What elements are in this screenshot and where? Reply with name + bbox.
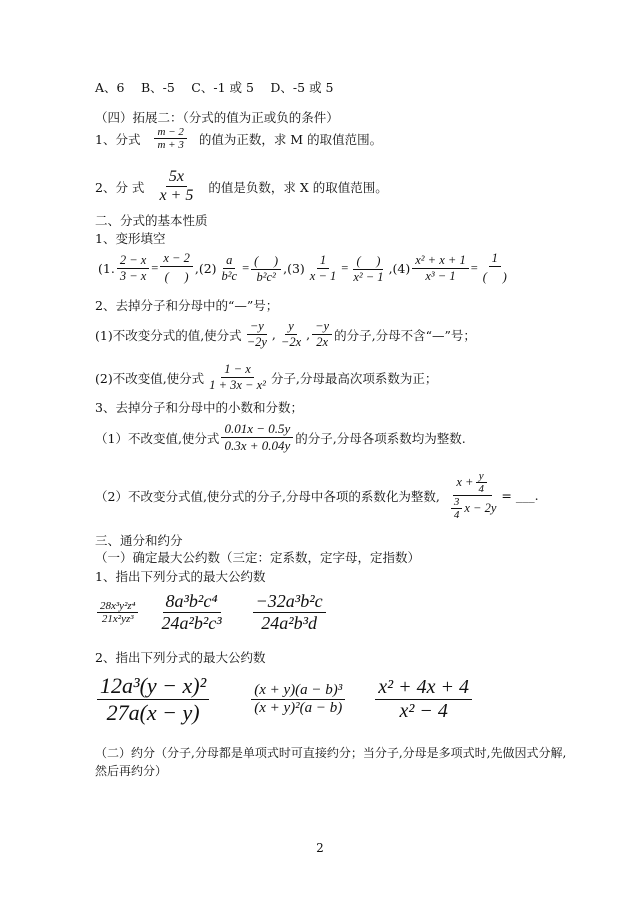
denominator: 21x²yz³ bbox=[101, 613, 134, 625]
fraction bbox=[206, 362, 269, 393]
denominator: x² − 4 bbox=[399, 700, 448, 722]
fill-label-2: ,(2) bbox=[194, 260, 217, 276]
denominator: 3 − x bbox=[119, 268, 147, 283]
denominator: b²c² bbox=[256, 270, 276, 284]
denominator: −2y bbox=[246, 335, 267, 349]
fraction bbox=[156, 168, 196, 205]
numerator: 12a³(y − x)² bbox=[97, 673, 209, 700]
fraction bbox=[480, 251, 510, 285]
section-2-title: 二、分式的基本性质 bbox=[95, 213, 208, 228]
fraction bbox=[312, 319, 332, 350]
numerator: x − 2 bbox=[160, 251, 192, 267]
section-3-subtitle-2-line-2: 然后再约分） bbox=[95, 764, 168, 778]
section-3-subtitle-2-line-1: （二）约分（分子,分母都是单项式时可直接约分；当分子,分母是多项式时,先做因式分解, bbox=[95, 746, 567, 760]
denominator: 4 bbox=[478, 483, 484, 495]
denominator: x − 1 bbox=[309, 268, 337, 283]
denominator: 1 + 3x − x² bbox=[209, 378, 266, 392]
denominator: x³ − 1 bbox=[425, 268, 456, 283]
fraction bbox=[278, 319, 304, 350]
fraction bbox=[154, 126, 186, 151]
numerator-term: x + bbox=[456, 475, 474, 489]
problem-2-prefix: 2、分 式 bbox=[95, 179, 145, 195]
options-line: A、6 B、-5 C、-1 或 5 D、-5 或 5 bbox=[95, 80, 334, 95]
numerator: 1 bbox=[317, 253, 329, 269]
numerator: 8a³b²c⁴ bbox=[163, 591, 221, 613]
denominator: x + 5 bbox=[159, 187, 194, 204]
comma: , bbox=[306, 327, 311, 342]
section-3-subtitle-1: （一）确定最大公约数（三定：定系数，定字母，定指数） bbox=[95, 550, 421, 565]
sign-problem-1 bbox=[95, 319, 476, 350]
problem-1-suffix: 的值为正数，求 M 的取值范围。 bbox=[198, 131, 383, 147]
equals-sign: = bbox=[470, 260, 478, 275]
numerator: 28x³y²z⁴ bbox=[97, 600, 138, 613]
numerator: −y bbox=[312, 319, 332, 335]
fraction bbox=[451, 496, 463, 521]
numerator: ( ) bbox=[251, 251, 281, 270]
denominator: (x + y)²(a − b) bbox=[254, 700, 343, 716]
fraction bbox=[251, 682, 345, 717]
denominator: b²c bbox=[221, 268, 238, 283]
numerator: x² + x + 1 bbox=[412, 253, 468, 269]
numerator: −y bbox=[247, 319, 267, 335]
section-2-item-2: 2、去掉分子和分母中的“—”号； bbox=[95, 298, 279, 313]
numerator bbox=[453, 470, 492, 496]
denominator: ( ) bbox=[482, 270, 507, 284]
fraction bbox=[158, 591, 224, 634]
equals-sign: = bbox=[151, 260, 159, 275]
fill-label-1: (1. bbox=[98, 260, 115, 276]
sign-problem-1-suffix: 的分子,分母不含“—”号； bbox=[334, 327, 476, 343]
fill-label-4: ,(4) bbox=[388, 260, 411, 276]
denominator: 2x bbox=[316, 335, 329, 349]
numerator: 5x bbox=[166, 168, 187, 187]
equals-sign: = bbox=[341, 260, 349, 275]
denominator: 4 bbox=[453, 509, 460, 521]
section-3-title: 三、通分和约分 bbox=[95, 533, 183, 548]
fraction bbox=[97, 673, 209, 726]
denominator bbox=[446, 496, 500, 521]
numerator: y bbox=[476, 470, 487, 483]
fraction bbox=[221, 421, 293, 454]
numerator: 3 bbox=[451, 496, 463, 509]
numerator: a bbox=[223, 253, 235, 269]
problem-2-suffix: 的值是负数，求 X 的取值范围。 bbox=[208, 179, 388, 195]
denominator: 24a²b²c³ bbox=[161, 613, 222, 633]
problem-2 bbox=[95, 168, 388, 205]
fraction bbox=[117, 253, 149, 284]
decimal-problem-1 bbox=[95, 421, 466, 454]
numerator: ( ) bbox=[353, 251, 383, 270]
denominator: 24a²b³d bbox=[261, 613, 318, 633]
fraction bbox=[307, 253, 339, 284]
denominator: −2x bbox=[280, 335, 302, 349]
denominator-term: x − 2y bbox=[464, 501, 497, 515]
denominator: x² − 1 bbox=[353, 270, 384, 284]
numerator: −32a³b²c bbox=[253, 591, 326, 613]
fraction bbox=[97, 600, 138, 625]
section-2-item-1: 1、变形填空 bbox=[95, 231, 166, 246]
numerator: 2 − x bbox=[117, 253, 149, 269]
denominator: 0.3x + 0.04y bbox=[224, 438, 291, 453]
sign-problem-2-prefix: (2)不改变值,使分式 bbox=[95, 370, 205, 386]
fraction bbox=[219, 253, 241, 284]
decimal-problem-2 bbox=[95, 470, 539, 521]
complex-fraction bbox=[446, 470, 500, 521]
denominator: ( ) bbox=[164, 270, 189, 284]
denominator: 27a(x − y) bbox=[106, 700, 200, 725]
problem-1 bbox=[95, 126, 382, 151]
decimal-problem-1-prefix: （1）不改变值,使分式 bbox=[95, 430, 220, 446]
page-number: 2 bbox=[316, 841, 324, 855]
equals-sign: = bbox=[242, 260, 250, 275]
fill-in-row bbox=[98, 251, 512, 285]
fraction bbox=[253, 591, 326, 634]
numerator: m − 2 bbox=[154, 126, 186, 139]
fill-label-3: ,(3) bbox=[283, 260, 305, 276]
fraction bbox=[350, 251, 386, 285]
fraction bbox=[375, 676, 472, 723]
decimal-problem-2-suffix: = ___. bbox=[501, 488, 539, 503]
section-3-item-2: 2、指出下列分式的最大公约数 bbox=[95, 650, 266, 665]
section-3-item-1: 1、指出下列分式的最大公约数 bbox=[95, 569, 266, 584]
comma: , bbox=[271, 327, 276, 342]
fraction bbox=[244, 319, 270, 350]
denominator: m + 3 bbox=[157, 139, 184, 151]
section-2-item-3: 3、去掉分子和分母中的小数和分数； bbox=[95, 400, 303, 415]
fraction bbox=[160, 251, 192, 285]
numerator: (x + y)(a − b)³ bbox=[251, 682, 345, 700]
sign-problem-2-suffix: 分子,分母最高次项系数为正； bbox=[270, 370, 438, 386]
decimal-problem-2-prefix: （2）不改变分式值,使分式的分子,分母中各项的系数化为整数, bbox=[95, 488, 440, 504]
sign-problem-2 bbox=[95, 362, 437, 393]
decimal-problem-1-suffix: 的分子,分母各项系数均为整数. bbox=[295, 430, 466, 446]
numerator: y bbox=[285, 319, 297, 335]
fraction bbox=[412, 253, 468, 284]
numerator: 1 − x bbox=[221, 362, 253, 378]
numerator: 0.01x − 0.5y bbox=[221, 421, 293, 438]
gcd-group-1 bbox=[95, 591, 328, 634]
section-extend-title: （四）拓展二：（分式的值为正或负的条件） bbox=[95, 110, 339, 125]
sign-problem-1-prefix: (1)不改变分式的值,使分式 bbox=[95, 327, 242, 343]
numerator: 1 bbox=[489, 251, 501, 267]
gcd-group-2 bbox=[95, 673, 474, 726]
problem-1-prefix: 1、分式 bbox=[95, 131, 141, 147]
numerator: x² + 4x + 4 bbox=[375, 676, 472, 700]
fraction bbox=[475, 470, 487, 495]
fraction bbox=[251, 251, 281, 285]
